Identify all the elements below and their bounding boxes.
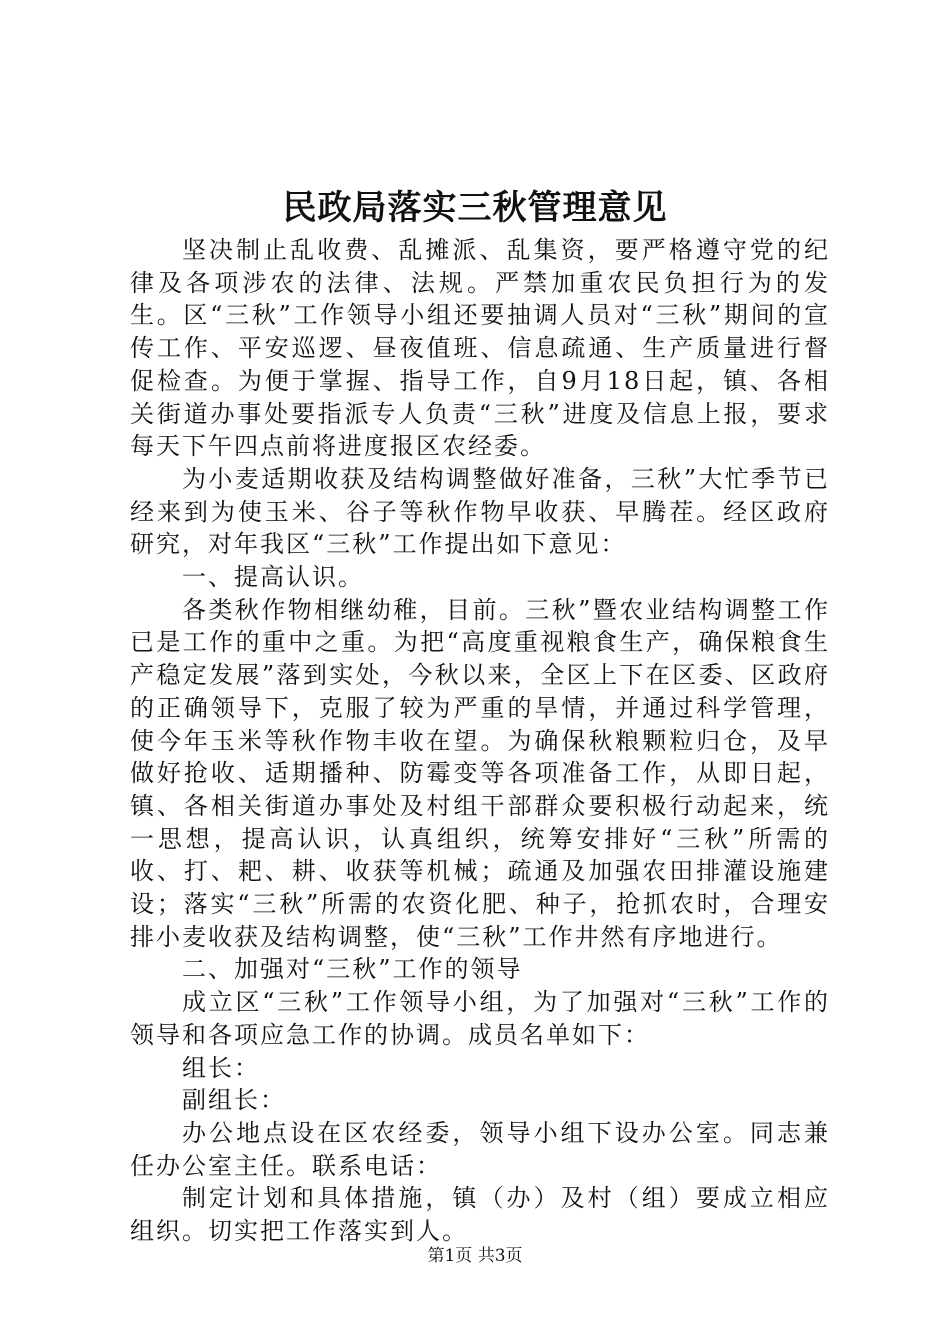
deputy-leader-line: 副组长：: [182, 1086, 286, 1115]
section-heading-2: 二、加强对“三秋”工作的领导: [182, 955, 523, 984]
paragraph-awareness: 各类秋作物相继幼稚，目前。三秋”暨农业结构调整工作已是工作的重中之重。为把“高度重视粮食生产，确保粮食生产稳定发展”落到实处，今秋以来，全区上下在区委、区政府的正确领导下，克服了较为严重的旱情，并通过科学管理，使今年玉米等秋作物丰收在望。为确保秋粮颗粒归仓，及早做好抢收、适期播种、防霉变等各项准备工作，从即日起，镇、各相关街道办事处及村组干部群众要积极行动起来，统一思想，提高认识，认真组织，统筹安排好“三秋”所需的收、打、耙、耕、收获等机械；疏通及加强农田排灌设施建设；落实“三秋”所需的农资化肥、种子，抢抓农时，合理安排小麦收获及结构调整，使“三秋”工作井然有序地进行。: [130, 595, 830, 951]
document-body: [130, 234, 830, 1248]
paragraph-discipline: 坚决制止乱收费、乱摊派、乱集资，要严格遵守党的纪律及各项涉农的法律、法规。严禁加重农民负担行为的发生。区“三秋”工作领导小组还要抽调人员对“三秋”期间的宣传工作、平安巡逻、昼夜值班、信息疏通、生产质量进行督促检查。为便于掌握、指导工作，自9月18日起，镇、各相关街道办事处要指派专人负责“三秋”进度及信息上报，要求每天下午四点前将进度报区农经委。: [130, 236, 830, 461]
page-number: 第1页 共3页: [427, 1246, 523, 1266]
paragraph-preparation: 为小麦适期收获及结构调整做好准备，三秋”大忙季节已经来到为使玉米、谷子等秋作物早收获、早腾茬。经区政府研究，对年我区“三秋”工作提出如下意见：: [130, 464, 830, 559]
document-title: 民政局落实三秋管理意见: [282, 188, 668, 228]
group-leader-line: 组长：: [182, 1053, 260, 1082]
paragraph-leadership-group: 成立区“三秋”工作领导小组，为了加强对“三秋”工作的领导和各项应急工作的协调。成员名单如下：: [130, 988, 830, 1049]
paragraph-plan: 制定计划和具体措施，镇（办）及村（组）要成立相应组织。切实把工作落实到人。: [130, 1184, 830, 1246]
paragraph-office: 办公地点设在区农经委，领导小组下设办公室。同志兼任办公室主任。联系电话：: [130, 1118, 830, 1180]
section-heading-1: 一、提高认识。: [182, 563, 364, 592]
